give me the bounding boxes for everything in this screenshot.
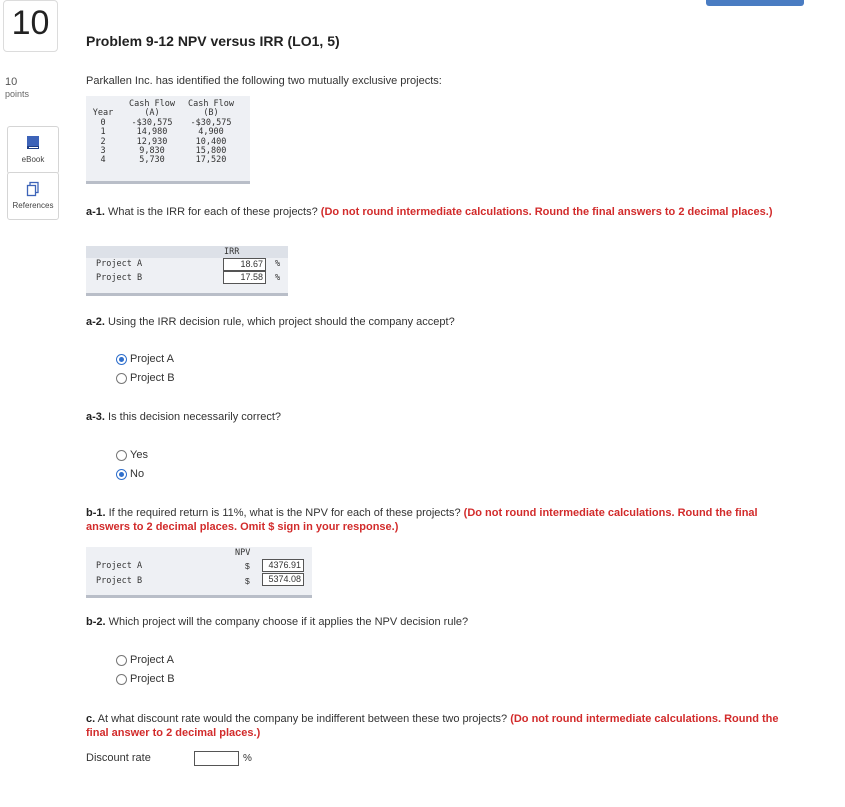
references-label: References — [12, 201, 54, 210]
table-row: 0 -$30,575 -$30,575 — [100, 117, 232, 128]
question-a2: a-2. Using the IRR decision rule, which project should the company accept? — [86, 316, 455, 328]
header-a-line2: (A) — [144, 108, 160, 119]
question-a3: a-3. Is this decision necessarily correct? — [86, 411, 282, 423]
percent-unit: % — [275, 273, 281, 283]
question-a1: a-1. What is the IRR for each of these projects? (Do not round intermediate calculations. Round the final answers to 2 decimal places.) — [86, 206, 773, 218]
irr-project-b-input[interactable]: 17.58 — [223, 271, 266, 284]
header-a-line1: Cash Flow — [128, 99, 176, 109]
option-label: Project B — [130, 673, 175, 685]
question-b2: b-2. Which project will the company choose if it applies the NPV decision rule? — [86, 616, 469, 628]
npv-project-b-input[interactable]: 5374.08 — [262, 573, 304, 586]
irr-project-a-input[interactable]: 18.67 — [223, 258, 266, 271]
cash-flow-table — [86, 96, 250, 184]
radio-a3-yes[interactable] — [116, 450, 127, 461]
table-row: 4 5,730 17,520 — [100, 155, 227, 166]
header-b-line2: (B) — [203, 108, 219, 119]
currency-unit: $ — [245, 561, 250, 571]
table-row: 2 12,930 10,400 — [100, 136, 227, 147]
problem-title: Problem 9-12 NPV versus IRR (LO1, 5) — [86, 33, 340, 49]
project-a-label: Project A — [96, 259, 143, 269]
radio-b2-project-b[interactable] — [116, 674, 127, 685]
percent-unit: % — [243, 753, 252, 764]
npv-header: NPV — [235, 548, 251, 558]
question-number-box — [3, 0, 58, 52]
option-label: Project B — [130, 372, 175, 384]
book-icon — [25, 135, 41, 151]
project-a-label: Project A — [96, 561, 143, 571]
radio-a2-project-a[interactable] — [116, 354, 127, 365]
npv-project-a-input[interactable]: 4376.91 — [262, 559, 304, 572]
option-label: Yes — [130, 449, 148, 461]
percent-unit: % — [275, 259, 281, 269]
npv-answer-table — [86, 547, 312, 598]
points-label: points — [5, 89, 30, 99]
option-label: Project A — [130, 353, 175, 365]
discount-rate-input[interactable] — [194, 751, 239, 766]
table-row: 1 14,980 4,900 — [100, 127, 224, 138]
question-b1: b-1. If the required return is 11%, what is the NPV for each of these projects? (Do not round intermediate calculations. Round the final answers to 2 decimal places. Omit $ sign in your response.) — [86, 507, 758, 533]
question-number: 10 — [11, 4, 50, 42]
option-label: No — [130, 468, 145, 480]
option-label: Project A — [130, 654, 175, 666]
radio-b2-project-a[interactable] — [116, 655, 127, 666]
ebook-label: eBook — [21, 155, 45, 164]
problem-intro: Parkallen Inc. has identified the following two mutually exclusive projects: — [86, 75, 442, 87]
question-c: c. At what discount rate would the company be indifferent between these two projects? (Do not round intermediate calculations. Round the final answer to 2 decimal places.) — [86, 713, 779, 739]
discount-rate-label: Discount rate — [86, 752, 151, 764]
radio-a2-project-b[interactable] — [116, 373, 127, 384]
project-b-label: Project B — [96, 576, 143, 586]
project-b-label: Project B — [96, 273, 143, 283]
ebook-button[interactable] — [7, 126, 59, 174]
table-row: 3 9,830 15,800 — [100, 146, 227, 157]
references-button[interactable] — [7, 172, 59, 220]
irr-header: IRR — [224, 247, 240, 257]
top-action-bar[interactable] — [706, 0, 804, 6]
header-b-line1: Cash Flow — [187, 99, 235, 109]
radio-a3-no[interactable] — [116, 469, 127, 480]
currency-unit: $ — [245, 576, 250, 586]
header-year: Year — [92, 108, 114, 119]
irr-answer-table — [86, 246, 288, 296]
copy-icon — [25, 181, 41, 197]
points-value: 10 — [5, 76, 18, 88]
